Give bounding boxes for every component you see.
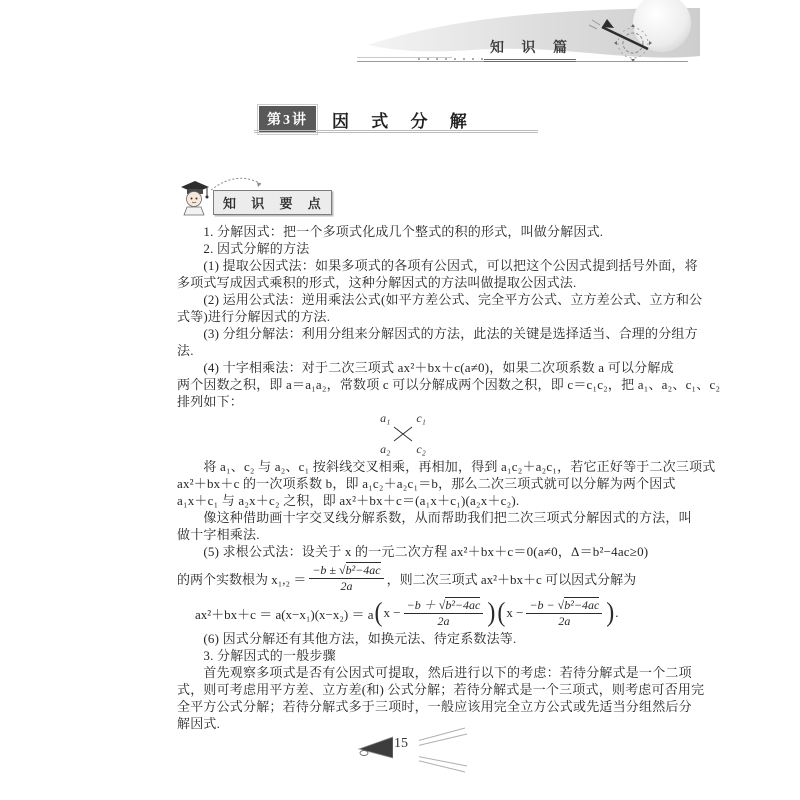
cross-multiplication-diagram <box>177 410 629 458</box>
text-line: 像这种借助画十字交叉线分解系数，从而帮助我们把二次三项式分解因式的方法，叫 <box>177 510 692 525</box>
sqrt-sign: √ <box>339 562 346 577</box>
roots-prefix: 的两个实数根为 x₁,₂ ＝ <box>177 571 307 587</box>
text-line: 法. <box>177 343 194 358</box>
text-line: 3. 分解因式的一般步骤 <box>177 648 336 663</box>
text-line: a₁x＋c₁ 与 a₂x＋c₂ 之积，即 ax²＋bx＋c＝(a₁x＋c₁)(a₂x＋c₂). <box>177 493 520 508</box>
cross-bottom-row <box>380 443 426 456</box>
text-line: 解因式. <box>177 716 221 731</box>
text-line: 多项式写成因式乘积的形式，这种分解因式的方法叫做提取公因式法. <box>177 275 577 290</box>
cross-a1: a₁ <box>380 411 391 425</box>
roots-denominator: 2a <box>340 578 353 593</box>
cross-grid <box>380 412 426 456</box>
text-line: (2) 运用公式法：逆用乘法公式(如平方差公式、完全平方公式、立方差公式、立方和公 <box>177 292 703 307</box>
text-line: 全平方公式分解；若待分解式多于三项时，一般应该用完全立方公式或先适当分组然后分 <box>177 699 692 714</box>
open-paren: ( <box>497 597 506 628</box>
roots-radicand: b²−4ac <box>345 562 381 577</box>
roots-formula-line <box>177 560 637 596</box>
text-line: ax²＋bx＋c 的一次项系数 b，即 a₁c₂＋a₂c₁＝b，那么二次三项式就可以分解为两个因式 <box>177 476 676 491</box>
text-line: 排列如下： <box>177 394 244 409</box>
cross-x-lines <box>391 425 415 443</box>
header-swoosh-art <box>0 0 800 80</box>
roots-fraction <box>309 564 383 593</box>
text-line: 式等)进行分解因式的方法. <box>177 309 331 324</box>
page-title: 因 式 分 解 <box>332 112 476 131</box>
text-line: 做十字相乘法. <box>177 527 260 542</box>
graduate-cap-mascot-icon <box>179 178 213 218</box>
close-paren: ) <box>606 597 615 628</box>
frac1-radicand: b²−4ac <box>445 597 481 612</box>
text-line: (6) 因式分解还有其他方法，如换元法、待定系数法等. <box>177 631 517 646</box>
title-underline <box>254 130 538 133</box>
factored-lhs: ax²＋bx＋c ＝ a(x−x₁)(x−x₂) ＝ a <box>195 606 374 622</box>
knowledge-points-body <box>177 223 721 732</box>
sqrt-sign: √ <box>438 597 446 612</box>
text-line: (5) 求根公式法：设关于 x 的一元二次方程 ax²＋bx＋c＝0(a≠0，Δ＝b²−4ac≥0) <box>177 544 649 559</box>
open-paren: ( <box>374 597 383 628</box>
text-line: 将 a₁、c₂ 与 a₂、c₁ 按斜线交叉相乘，再相加，得到 a₁c₂＋a₂c₁，若它正好等于二次三项式 <box>177 459 716 474</box>
x-minus-2: x − <box>506 605 524 620</box>
text-line: (1) 提取公因式法：如果多项式的各项有公因式，可以把这个公因式提到括号外面，将 <box>177 258 698 273</box>
page-number: 15 <box>394 736 408 751</box>
roots-num-pre: −b ± <box>312 562 340 577</box>
close-paren: ) <box>487 597 496 628</box>
factored-fraction-1 <box>404 599 484 628</box>
lecture-title-row <box>259 106 476 133</box>
roots-suffix: ，则二次三项式 ax²＋bx＋c 可以因式分解为 <box>386 571 637 587</box>
factored-fraction-2 <box>526 599 602 628</box>
formula-period: . <box>615 605 619 620</box>
cross-c2: c₂ <box>416 442 426 456</box>
text-line: 1. 分解因式：把一个多项式化成几个整式的积的形式，叫做分解因式. <box>177 224 604 239</box>
section-label: 知 识 篇 <box>484 37 576 62</box>
cross-c1: c₁ <box>416 411 426 425</box>
cross-a2: a₂ <box>380 442 391 456</box>
frac2-denominator: 2a <box>558 613 571 628</box>
factored-formula-line <box>177 596 629 630</box>
x-minus-1: x − <box>383 605 401 620</box>
megaphone-icon <box>343 724 483 776</box>
header-dots <box>418 58 483 60</box>
text-line: 式，则可考虑用平方差、立方差(和) 公式分解；若待分解式是一个三项式，则考虑可否用完 <box>177 682 705 697</box>
sqrt-sign: √ <box>557 597 565 612</box>
text-line: (3) 分组分解法：利用分组来分解因式的方法，此法的关键是选择适当、合理的分组方 <box>177 326 698 341</box>
cross-top-row <box>380 412 426 425</box>
text-line: (4) 十字相乘法：对于二次三项式 ax²＋bx＋c(a≠0)，如果二次项系数 a 可以分解成 <box>177 360 674 375</box>
frac1-denominator: 2a <box>437 613 450 628</box>
frac1-num-pre: −b ＋ <box>406 597 439 612</box>
text-line: 两个因数之积，即 a＝a₁a₂，常数项 c 可以分解成两个因数之积，即 c＝c₁c₂，把 a₁、a₂、c₁、c₂ <box>177 377 721 392</box>
text-line: 2. 因式分解的方法 <box>177 241 310 256</box>
knowledge-points-badge: 知 识 要 点 <box>213 190 332 215</box>
text-line: 首先观察多项式是否有公因式可提取，然后进行以下的考虑：若待分解式是一个二项 <box>177 665 692 680</box>
frac2-radicand: b²−4ac <box>564 597 600 612</box>
frac2-num-pre: −b − <box>529 597 558 612</box>
lecture-number-badge: 第3讲 <box>259 106 316 133</box>
